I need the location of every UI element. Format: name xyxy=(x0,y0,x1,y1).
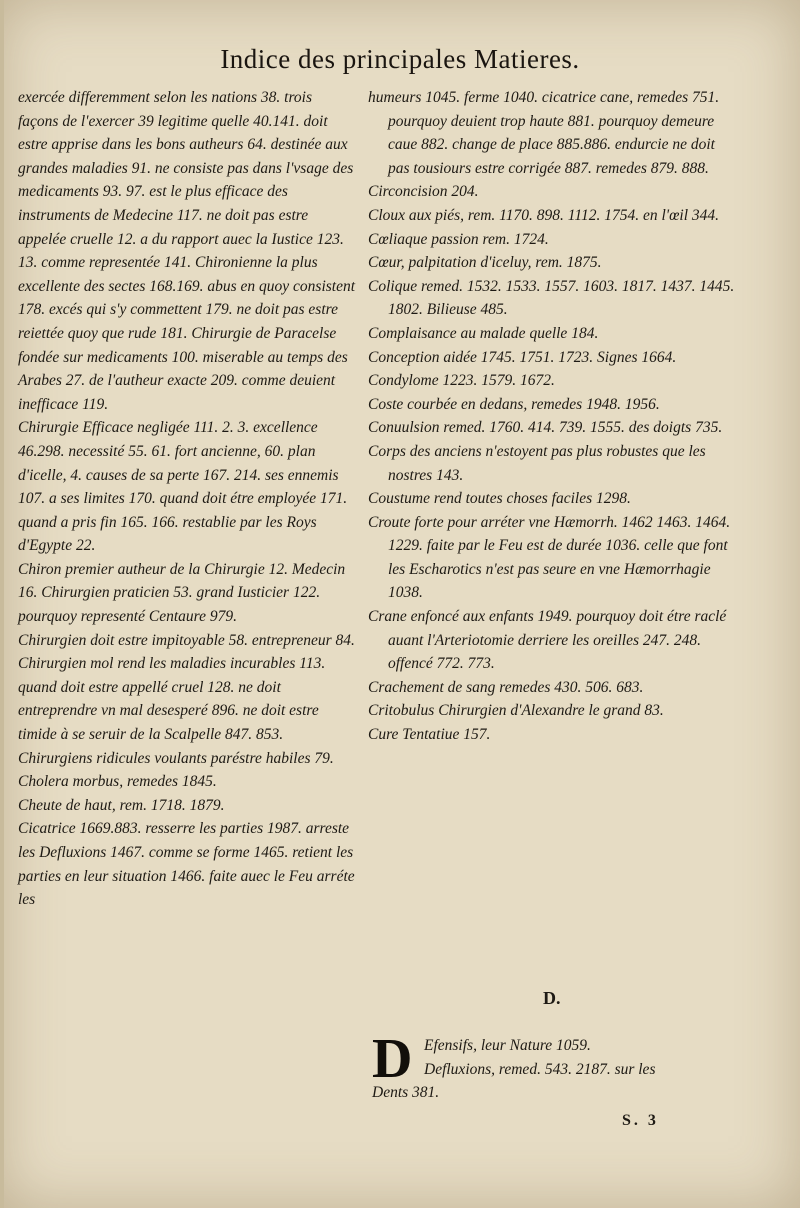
index-entry: Crachement de sang remedes 430. 506. 683. xyxy=(368,678,644,696)
index-column-right xyxy=(368,86,740,747)
index-entry: exercée differemment selon les nations 38. trois façons de l'exercer 39 legitime quelle 40.141. doit estre apprise dans les bons autheurs 64. destinée aux grandes maladies 91. ne consiste pas dans l'vsage des medicaments 93. 97. est le plus efficace des instruments de Medecine 117. ne doit pas estre appelée cruelle 12. a du rapport auec la Iustice 123. 13. comme representée 141. Chironienne la plus excellente des sectes 168.169. abus en quoy consistent 178. excés qui s'y commettent 179. ne doit pas estre reiettée quoy que rude 181. Chirurgie de Paracelse fondée sur medicaments 100. miserable au temps des Arabes 27. de l'autheur exacte 209. comme deuient inefficace 119. xyxy=(18,89,356,413)
running-header: Indice des principales Matieres. xyxy=(220,44,580,74)
index-entry: Cheute de haut, rem. 1718. 1879. xyxy=(18,796,225,814)
signature-mark: S. 3 xyxy=(622,1112,659,1129)
index-entry: Chiron premier autheur de la Chirurgie 12. Medecin 16. Chirurgien praticien 53. grand Iusticier 122. pourquoy representé Centaure 979. xyxy=(18,560,346,626)
drop-cap: D xyxy=(372,1028,413,1090)
index-entry: Coustume rend toutes choses faciles 1298. xyxy=(368,490,631,508)
index-entry: Dents 381. xyxy=(372,1084,440,1102)
index-entry: Defluxions, remed. 543. 2187. sur les xyxy=(424,1060,656,1078)
index-entry: Chirurgie Efficace negligée 111. 2. 3. excellence 46.298. necessité 55. 61. fort ancienne, 60. plan d'icelle, 4. causes de sa perte 167. 214. ses ennemis 107. a ses limites 170. quand doit étre employée 171. quand a pris fin 165. 166. restablie par les Roys d'Egypte 22. xyxy=(18,419,348,555)
index-entry: Cholera morbus, remedes 1845. xyxy=(18,773,217,791)
index-entry: Cicatrice 1669.883. resserre les parties 1987. arreste les Defluxions 1467. comme se forme 1465. retient les parties en leur situation 1466. faite auec le Feu arréte les xyxy=(18,820,355,909)
index-entry: Coste courbée en dedans, remedes 1948. 1956. xyxy=(368,395,660,413)
index-entry: Crane enfoncé aux enfants 1949. pourquoy doit étre raclé auant l'Arteriotomie derriere les oreilles 247. 248. offencé 772. 773. xyxy=(368,608,727,673)
index-entry: Colique remed. 1532. 1533. 1557. 1603. 1817. 1437. 1445. 1802. Bilieuse 485. xyxy=(368,277,735,319)
index-entry: Cœliaque passion rem. 1724. xyxy=(368,230,549,248)
index-entry: Complaisance au malade quelle 184. xyxy=(368,324,599,342)
index-entry: Condylome 1223. 1579. 1672. xyxy=(368,372,555,390)
index-entry: Cure Tentatiue 157. xyxy=(368,726,491,744)
page-edge-left xyxy=(0,0,4,1208)
index-entry: Chirurgien doit estre impitoyable 58. entrepreneur 84. Chirurgien mol rend les maladies incurables 113. quand doit estre appellé cruel 128. ne doit entreprendre vn mal desesperé 896. ne doit estre timide à se seruir de la Scalpelle 847. 853. Chirurgiens ridicules voulants paréstre habiles 79. xyxy=(18,631,355,767)
index-entry: Conuulsion remed. 1760. 414. 739. 1555. des doigts 735. xyxy=(368,419,723,437)
index-entry: Conception aidée 1745. 1751. 1723. Signes 1664. xyxy=(368,348,677,366)
index-entry: Cloux aux piés, rem. 1170. 898. 1112. 1754. en l'œil 344. xyxy=(368,206,720,224)
index-entry: Critobulus Chirurgien d'Alexandre le grand 83. xyxy=(368,702,664,720)
index-column-left xyxy=(18,86,356,912)
index-entry: Croute forte pour arréter vne Hæmorrh. 1462 1463. 1464. 1229. faite par le Feu est de durée 1036. celle que font les Escharotics n'est pas seure en vne Hæmorrhagie 1038. xyxy=(368,513,731,602)
index-entry: Efensifs, leur Nature 1059. xyxy=(424,1037,591,1054)
section-heading-d: D. xyxy=(543,988,561,1008)
index-entry: humeurs 1045. ferme 1040. cicatrice cane, remedes 751. pourquoy deuient trop haute 881. pourquoy demeure caue 882. change de place 885.886. endurcie ne doit pas tousiours estre corrigée 887. remedes 879. 888. xyxy=(368,89,720,177)
index-entry: Circoncision 204. xyxy=(368,183,479,201)
index-entry: Corps des anciens n'estoyent pas plus robustes que les nostres 143. xyxy=(368,442,706,484)
section-d-entries xyxy=(372,1034,744,1105)
index-entry: Cœur, palpitation d'iceluy, rem. 1875. xyxy=(368,254,602,272)
